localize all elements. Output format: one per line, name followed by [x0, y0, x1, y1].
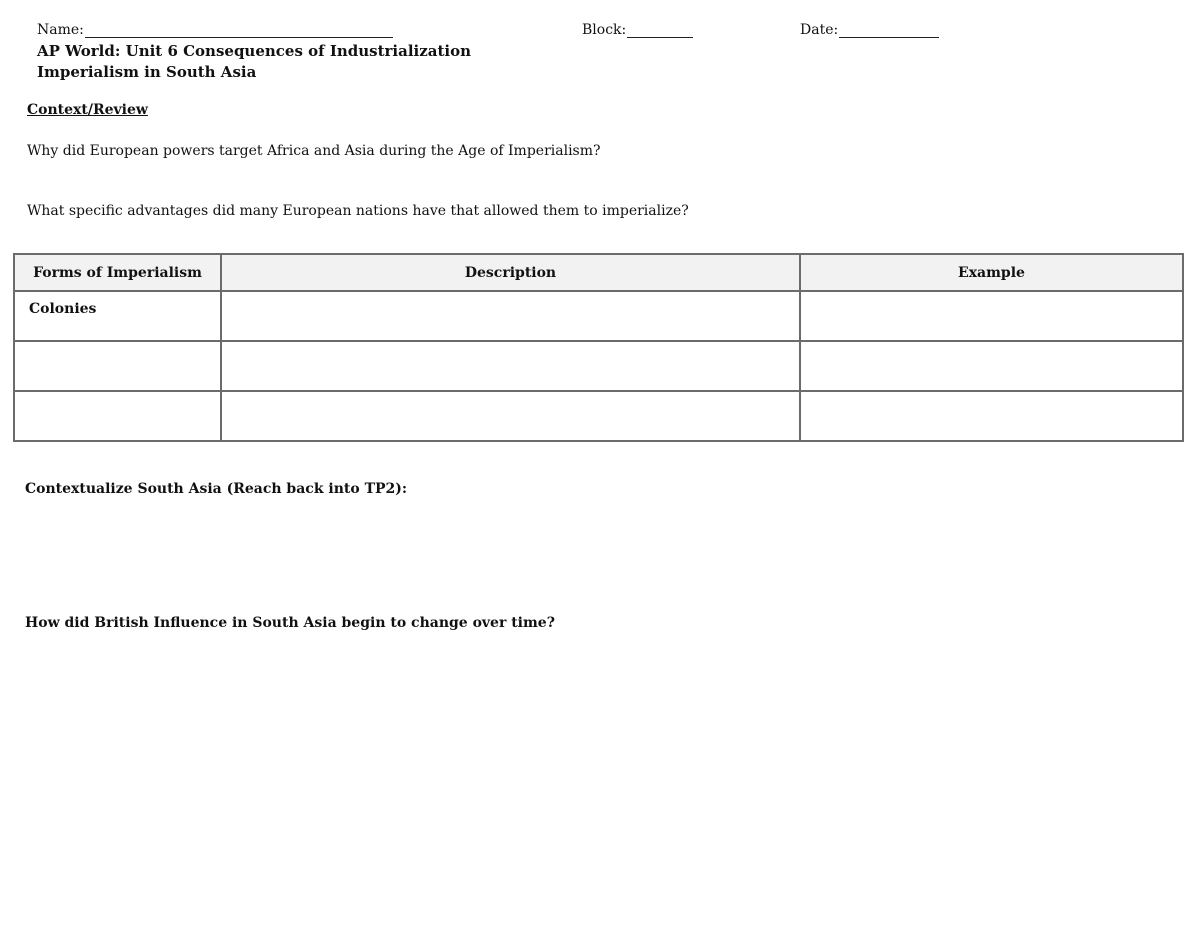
- cell-text: [15, 392, 220, 401]
- contextualize-prompt: Contextualize South Asia (Reach back into TP2):: [25, 481, 408, 497]
- british-influence-prompt: How did British Influence in South Asia begin to change over time?: [25, 615, 555, 631]
- table-cell-form[interactable]: [14, 391, 221, 441]
- table-row: [14, 391, 1183, 441]
- forms-of-imperialism-table: [13, 253, 1184, 442]
- block-blank-line[interactable]: [627, 23, 693, 38]
- column-header-forms: Forms of Imperialism: [14, 254, 221, 291]
- table-row: [14, 291, 1183, 341]
- context-review-heading: Context/Review: [27, 102, 148, 118]
- date-field[interactable]: [800, 22, 939, 38]
- cell-text: [801, 342, 1182, 351]
- cell-text: [801, 392, 1182, 401]
- table-cell-description[interactable]: [221, 341, 800, 391]
- cell-text: [222, 342, 799, 351]
- table-cell-description[interactable]: [221, 291, 800, 341]
- table-header-row: [14, 254, 1183, 291]
- cell-text: [801, 292, 1182, 301]
- name-blank-line[interactable]: [85, 23, 393, 38]
- question-why-target: Why did European powers target Africa and Asia during the Age of Imperialism?: [27, 143, 601, 159]
- cell-text: [15, 342, 220, 351]
- course-title: AP World: Unit 6 Consequences of Industrialization: [37, 42, 471, 60]
- table-cell-form[interactable]: [14, 341, 221, 391]
- date-blank-line[interactable]: [839, 23, 939, 38]
- cell-text: Colonies: [29, 301, 97, 317]
- table-cell-example[interactable]: [800, 341, 1183, 391]
- block-field[interactable]: [582, 22, 693, 38]
- name-field[interactable]: [37, 22, 393, 38]
- table-cell-example[interactable]: [800, 391, 1183, 441]
- table-cell-description[interactable]: [221, 391, 800, 441]
- question-advantages: What specific advantages did many European nations have that allowed them to imperialize?: [27, 203, 689, 219]
- table-cell-form[interactable]: [14, 291, 221, 341]
- date-label: Date:: [800, 22, 839, 38]
- cell-text: [222, 392, 799, 401]
- cell-text: [222, 292, 799, 301]
- topic-title: Imperialism in South Asia: [37, 63, 257, 81]
- table-row: [14, 341, 1183, 391]
- block-label: Block:: [582, 22, 627, 38]
- column-header-description: Description: [221, 254, 800, 291]
- name-label: Name:: [37, 22, 84, 38]
- column-header-example: Example: [800, 254, 1183, 291]
- table-cell-example[interactable]: [800, 291, 1183, 341]
